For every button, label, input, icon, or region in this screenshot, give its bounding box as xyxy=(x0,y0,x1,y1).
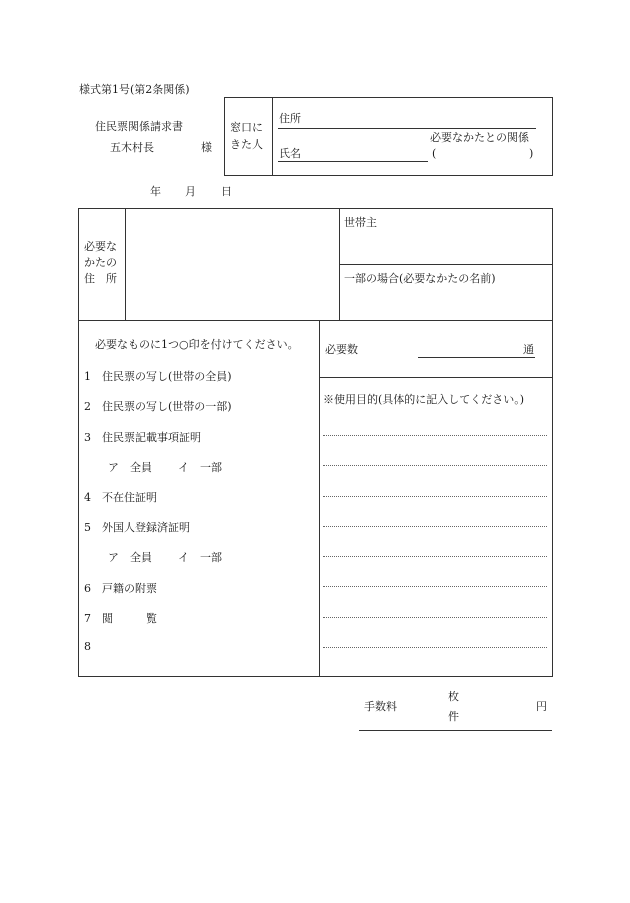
fee-unit-yen: 円 xyxy=(536,700,547,713)
option-5[interactable]: 5 外国人登録済証明 xyxy=(84,521,190,534)
paren-close: ) xyxy=(529,147,534,160)
visitor-label-2: きた人 xyxy=(230,138,263,151)
fee-underline xyxy=(359,730,552,731)
option-5-suboptions xyxy=(108,549,222,565)
purpose-line-5[interactable] xyxy=(323,556,547,557)
option-7[interactable]: 7 閲 覧 xyxy=(84,612,157,625)
paren-open: ( xyxy=(432,147,437,160)
visitor-name-label: 氏名 xyxy=(279,147,301,160)
visitor-relationship-label: 必要なかたとの関係 xyxy=(430,131,529,144)
option-2[interactable]: 2 住民票の写し(世帯の一部) xyxy=(84,400,232,413)
option-5-i[interactable]: イ 一部 xyxy=(178,551,222,564)
option-3-suboptions xyxy=(108,459,222,475)
option-4[interactable]: 4 不在住証明 xyxy=(84,491,157,504)
option-5-a[interactable]: ア 全員 xyxy=(108,551,152,564)
applicant-label-2: かたの xyxy=(84,256,117,269)
date-day: 日 xyxy=(221,185,232,198)
purpose-line-2[interactable] xyxy=(323,465,547,466)
recipient-name: 五木村長 xyxy=(110,141,154,154)
form-number: 様式第1号(第2条関係) xyxy=(79,83,190,96)
household-head-label: 世帯主 xyxy=(344,216,377,229)
visitor-address-field[interactable] xyxy=(278,128,536,129)
purpose-line-8[interactable] xyxy=(323,647,547,648)
option-3-i[interactable]: イ 一部 xyxy=(178,461,222,474)
fee-unit-sheets: 枚 xyxy=(448,690,459,703)
fee-label: 手数料 xyxy=(364,700,397,713)
option-1[interactable]: 1 住民票の写し(世帯の全員) xyxy=(84,370,232,383)
visitor-label-1: 窓口に xyxy=(230,121,263,134)
instruction-text: 必要なものに1つ○印を付けてください。 xyxy=(95,338,299,351)
form-title: 住民票関係請求書 xyxy=(95,120,183,133)
option-3-a[interactable]: ア 全員 xyxy=(108,461,152,474)
purpose-label: ※使用目的(具体的に記入してください。) xyxy=(323,393,525,406)
purpose-line-6[interactable] xyxy=(323,586,547,587)
quantity-field[interactable] xyxy=(418,357,535,358)
recipient-honorific: 様 xyxy=(201,141,212,154)
applicant-label-1: 必要な xyxy=(84,240,117,253)
quantity-label: 必要数 xyxy=(325,343,358,356)
purpose-line-7[interactable] xyxy=(323,617,547,618)
visitor-address-label: 住所 xyxy=(279,112,301,125)
purpose-line-1[interactable] xyxy=(323,435,547,436)
partial-label: 一部の場合(必要なかたの名前) xyxy=(344,272,496,285)
date-month: 月 xyxy=(185,185,196,198)
option-6[interactable]: 6 戸籍の附票 xyxy=(84,582,157,595)
applicant-label-3: 住 所 xyxy=(84,272,117,285)
quantity-unit: 通 xyxy=(523,343,534,356)
option-8[interactable]: 8 xyxy=(84,640,91,653)
purpose-line-3[interactable] xyxy=(323,496,547,497)
visitor-name-field[interactable] xyxy=(278,161,428,162)
option-3[interactable]: 3 住民票記載事項証明 xyxy=(84,431,201,444)
date-year: 年 xyxy=(150,185,161,198)
applicant-address-field[interactable] xyxy=(130,215,335,315)
purpose-line-4[interactable] xyxy=(323,526,547,527)
fee-unit-items: 件 xyxy=(448,710,459,723)
